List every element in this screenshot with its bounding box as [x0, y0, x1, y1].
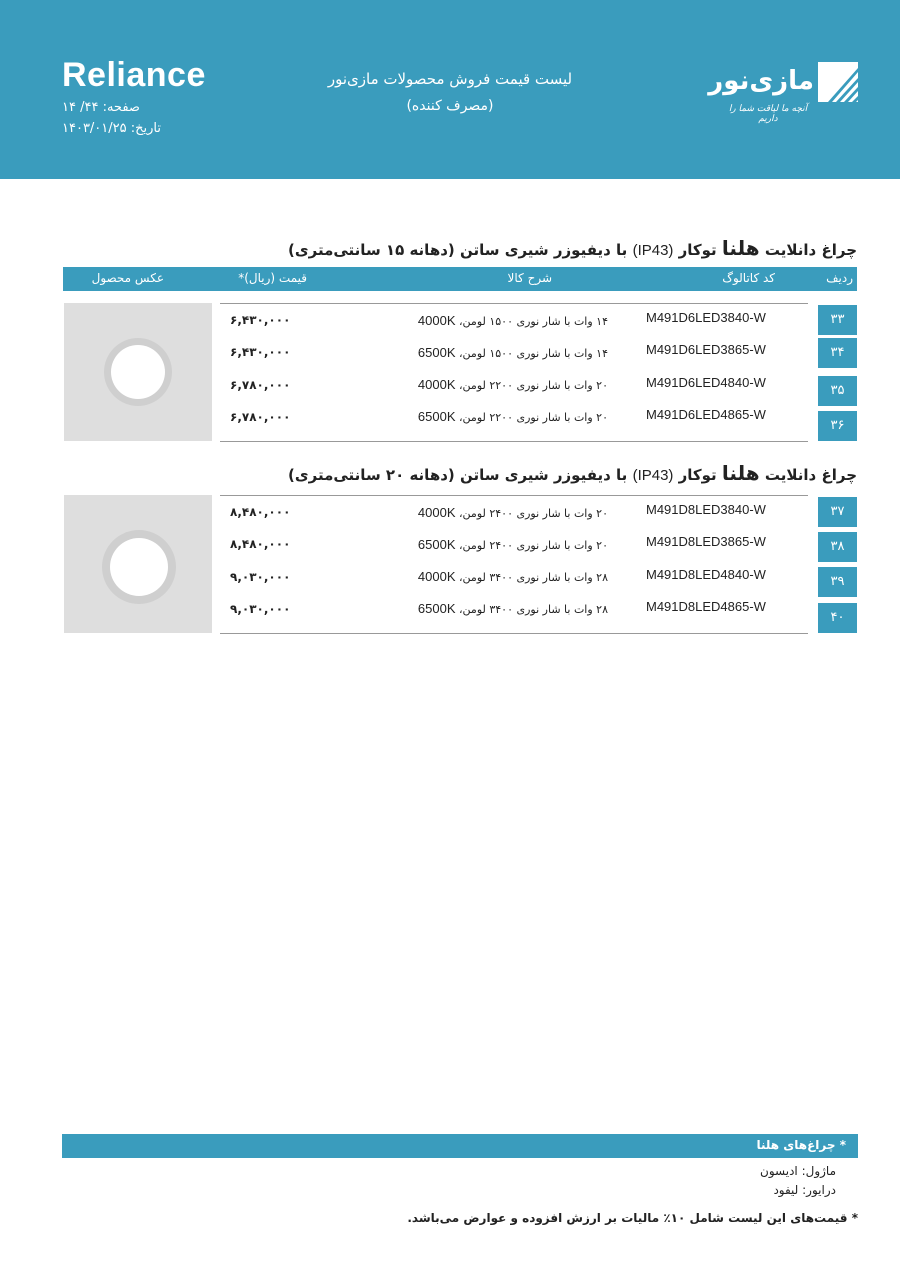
document-title: لیست قیمت فروش محصولات مازی‌نور: [327, 70, 573, 88]
footer-bar-title: * چراغ‌های هلنا: [756, 1138, 846, 1152]
color-temperature: 6500K: [417, 537, 456, 552]
desc-text: ۲۸ وات با شار نوری ۳۴۰۰ لومن،: [459, 571, 608, 584]
col-price: قیمت (ریال)*: [238, 271, 307, 285]
col-description: شرح کالا: [507, 271, 552, 285]
desc-text: ۲۰ وات با شار نوری ۲۲۰۰ لومن،: [459, 411, 608, 424]
price-value: ۶,۷۸۰,۰۰۰: [230, 378, 291, 392]
price-value: ۸,۴۸۰,۰۰۰: [230, 537, 291, 551]
logo-stripes-icon: [818, 62, 858, 102]
section-title-text: با دیفیوزر شیری ساتن (دهانه ۲۰ سانتی‌متری): [288, 466, 628, 484]
catalog-code: M491D6LED3840-W: [646, 310, 766, 325]
table-column-header: [63, 267, 857, 291]
section-title-1: [288, 236, 857, 260]
row-number: ۳۶: [818, 411, 857, 441]
color-temperature: 6500K: [417, 345, 456, 360]
row-number: ۳۷: [818, 497, 857, 527]
desc-text: ۲۰ وات با شار نوری ۲۴۰۰ لومن،: [459, 507, 608, 520]
price-value: ۶,۴۳۰,۰۰۰: [230, 313, 291, 327]
section-title-2: [288, 461, 857, 485]
desc-text: ۲۸ وات با شار نوری ۳۴۰۰ لومن،: [459, 603, 608, 616]
price-value: ۶,۴۳۰,۰۰۰: [230, 345, 291, 359]
desc-text: ۱۴ وات با شار نوری ۱۵۰۰ لومن،: [459, 347, 608, 360]
desc-text: ۲۰ وات با شار نوری ۲۲۰۰ لومن،: [459, 379, 608, 392]
section-title-text: چراغ دانلایت: [764, 241, 857, 259]
color-temperature: 4000K: [417, 313, 456, 328]
product-description: [418, 505, 608, 520]
product-description: [418, 345, 608, 360]
color-temperature: 4000K: [417, 569, 456, 584]
catalog-code: M491D6LED4865-W: [646, 407, 766, 422]
catalog-code: M491D8LED4840-W: [646, 567, 766, 582]
desc-text: ۲۰ وات با شار نوری ۲۴۰۰ لومن،: [459, 539, 608, 552]
page-number: صفحه: ۴۴/ ۱۴: [62, 100, 140, 115]
col-row: ردیف: [826, 271, 853, 285]
document-subtitle: (مصرف کننده): [406, 98, 494, 114]
catalog-code: M491D8LED4865-W: [646, 599, 766, 614]
product-description: [418, 537, 608, 552]
color-temperature: 4000K: [417, 505, 456, 520]
section-title-brand: هلنا: [721, 461, 760, 485]
price-value: ۶,۷۸۰,۰۰۰: [230, 410, 291, 424]
company-logo: [708, 60, 862, 124]
price-value: ۹,۰۳۰,۰۰۰: [230, 602, 291, 616]
product-description: [418, 569, 608, 584]
catalog-code: M491D6LED4840-W: [646, 375, 766, 390]
logo-tagline: آنچه ما لیاقت شما را داریم: [728, 104, 808, 124]
brand-name: Reliance: [62, 56, 206, 94]
section-title-brand: هلنا: [721, 236, 760, 260]
product-description: [418, 377, 608, 392]
price-value: ۸,۴۸۰,۰۰۰: [230, 505, 291, 519]
row-number: ۳۴: [818, 338, 857, 368]
row-number: ۳۹: [818, 567, 857, 597]
table-rule: [220, 495, 808, 496]
col-code: کد کاتالوگ: [722, 271, 775, 285]
product-image: [64, 495, 212, 633]
section-title-text: توکار: [678, 466, 717, 484]
page-header: [0, 0, 900, 179]
section-title-ip: (IP43): [632, 467, 674, 484]
table-rule: [220, 633, 808, 634]
downlight-diffuser: [110, 538, 168, 596]
product-image: [64, 303, 212, 441]
catalog-code: M491D8LED3840-W: [646, 502, 766, 517]
product-description: [418, 601, 608, 616]
row-number: ۳۵: [818, 376, 857, 406]
catalog-code: M491D6LED3865-W: [646, 342, 766, 357]
footer-bar: [62, 1134, 858, 1158]
module-info: ماژول: ادیسون: [760, 1164, 836, 1178]
downlight-diffuser: [111, 345, 165, 399]
row-number: ۳۳: [818, 305, 857, 335]
product-description: [418, 409, 608, 424]
logo-wordmark: مازی‌نور: [708, 66, 814, 96]
product-description: [418, 313, 608, 328]
driver-info: درایور: لیفود: [773, 1183, 836, 1197]
row-number: ۳۸: [818, 532, 857, 562]
section-title-text: توکار: [678, 241, 717, 259]
section-title-ip: (IP43): [632, 242, 674, 259]
catalog-code: M491D8LED3865-W: [646, 534, 766, 549]
price-value: ۹,۰۳۰,۰۰۰: [230, 570, 291, 584]
document-date: تاریخ: ۱۴۰۳/۰۱/۲۵: [62, 121, 162, 136]
tax-note: * قیمت‌های این لیست شامل ۱۰٪ مالیات بر ارزش افزوده و عوارض می‌باشد.: [407, 1211, 858, 1225]
col-image: عکس محصول: [91, 271, 164, 285]
table-rule: [220, 303, 808, 304]
color-temperature: 4000K: [417, 377, 456, 392]
section-title-text: چراغ دانلایت: [764, 466, 857, 484]
row-number: ۴۰: [818, 603, 857, 633]
color-temperature: 6500K: [417, 601, 456, 616]
section-title-text: با دیفیوزر شیری ساتن (دهانه ۱۵ سانتی‌متری): [288, 241, 628, 259]
color-temperature: 6500K: [417, 409, 456, 424]
desc-text: ۱۴ وات با شار نوری ۱۵۰۰ لومن،: [459, 315, 608, 328]
table-rule: [220, 441, 808, 442]
